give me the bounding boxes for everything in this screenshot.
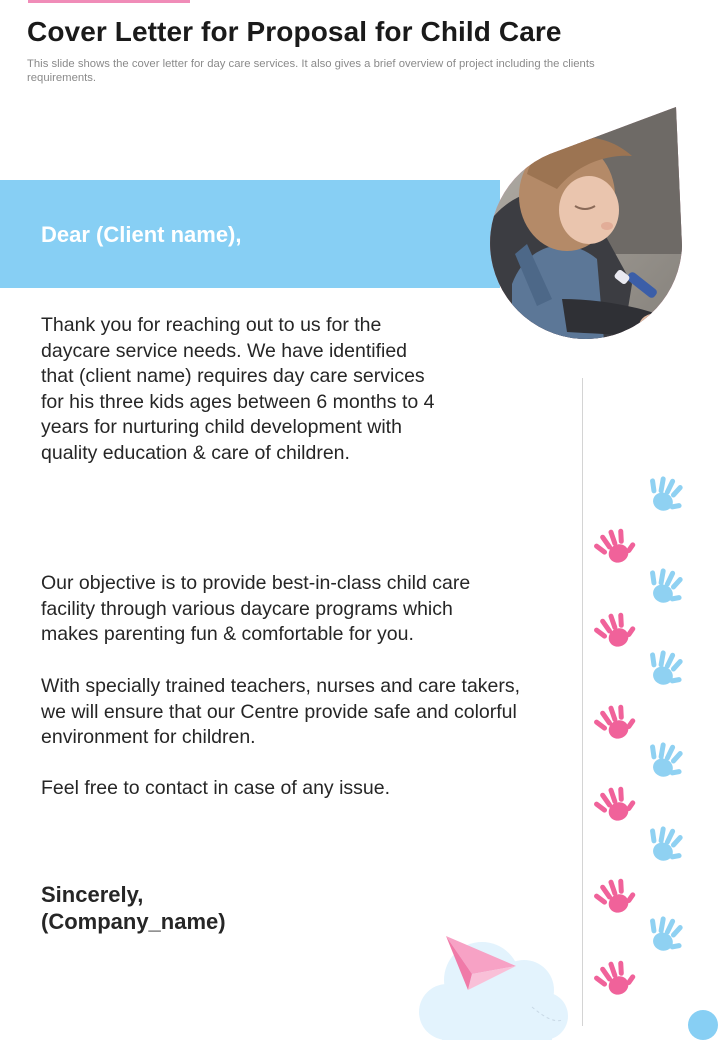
letter-paragraph-1: Thank you for reaching out to us for the daycare service needs. We have identified that (client name) requires day care services for his three kids ages between 6 months to 4 years for nurturing child development with quality education & care of children. — [41, 314, 435, 464]
cloud-icon — [412, 932, 572, 1040]
salutation: Dear (Client name), — [41, 222, 242, 247]
handprint-icon — [594, 610, 638, 654]
page-subtitle: This slide shows the cover letter for day care services. It also gives a brief overview of project including the clients requirements. — [27, 58, 595, 84]
handprint-icon — [594, 876, 638, 920]
divider-line — [582, 378, 583, 1026]
handprint-icon — [594, 784, 638, 828]
handprint-icon — [594, 958, 638, 1002]
closing-company-name: (Company_name) — [41, 909, 226, 934]
corner-decoration — [688, 1010, 718, 1040]
child-drawing-photo — [457, 94, 709, 376]
letter-paragraph-4: Feel free to contact in case of any issue. — [41, 777, 391, 799]
handprint-icon — [643, 824, 687, 868]
handprint-icon — [643, 566, 687, 610]
handprint-icon — [643, 474, 687, 518]
handprint-icon — [643, 648, 687, 692]
letter-closing — [41, 881, 226, 935]
handprint-icon — [643, 740, 687, 784]
letter-paragraph-2: Our objective is to provide best-in-class child care facility through various daycare programs which makes parenting fun & comfortable for you. — [41, 572, 471, 646]
letter-paragraph-3: With specially trained teachers, nurses and care takers, we will ensure that our Centre provide safe and colorful environment for children. — [41, 675, 521, 749]
handprint-icon — [643, 914, 687, 958]
handprint-icon — [594, 526, 638, 570]
closing-sincerely: Sincerely, — [41, 882, 144, 907]
page-title: Cover Letter for Proposal for Child Care — [27, 16, 562, 47]
handprint-icon — [594, 702, 638, 746]
top-accent-line — [28, 0, 190, 3]
